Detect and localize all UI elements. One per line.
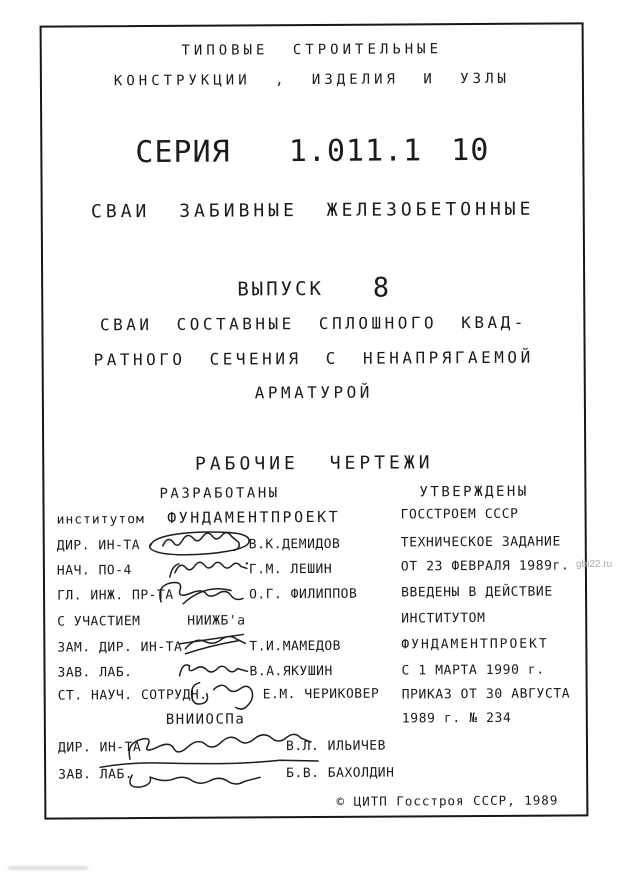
approved-line: ВВЕДЕНЫ В ДЕЙСТВИЕ xyxy=(401,584,553,601)
vniiosp-org: ВНИИОСПа xyxy=(165,711,246,728)
developed-header: РАЗРАБОТАНЫ xyxy=(159,485,280,502)
signatory-name: В.К.ДЕМИДОВ xyxy=(248,536,341,553)
signatory-name: Е.М. ЧЕРИКОВЕР xyxy=(262,686,380,703)
developed-org-name: ФУНДАМЕНТПРОЕКТ xyxy=(167,507,341,527)
signatory-role: СТ. НАУЧ. СОТРУДН. xyxy=(57,687,208,704)
signature-leshin xyxy=(167,554,251,579)
signatory-role: ЗАВ. ЛАБ. xyxy=(57,665,133,681)
issue-number: 8 xyxy=(372,272,390,304)
approved-line: ГОССТРОЕМ СССР xyxy=(400,506,519,523)
issue-title xyxy=(43,271,583,305)
signatory-name: В.А.ЯКУШИН xyxy=(249,663,333,680)
site-watermark: gbi22.ru xyxy=(576,559,613,570)
participation-row xyxy=(57,613,246,633)
signatory-row xyxy=(57,663,333,683)
document-border-frame xyxy=(40,22,589,819)
developed-org-row xyxy=(57,508,341,528)
approved-line: ПРИКАЗ ОТ 30 АВГУСТА xyxy=(401,686,571,703)
signatory-role: ДИР. ИН-ТА xyxy=(56,538,141,554)
signatory-role: ГЛ. ИНЖ. ПР-ТА xyxy=(57,587,174,604)
doc-subtitle: СВАИ ЗАБИВНЫЕ ЖЕЛЕЗОБЕТОННЫЕ xyxy=(90,198,535,223)
signature-mamedov xyxy=(175,628,253,656)
approved-line: ИНСТИТУТОМ xyxy=(401,610,486,627)
signatory-row xyxy=(57,638,342,659)
signatory-role: ЗАВ. ЛАБ. xyxy=(58,767,134,783)
approved-line: С 1 МАРТА 1990 г. xyxy=(401,662,545,679)
issue-label: ВЫПУСК xyxy=(237,277,324,301)
signature-yakushin xyxy=(175,655,249,677)
signatory-name: Т.И.МАМЕДОВ xyxy=(249,638,342,655)
signatory-row xyxy=(56,536,341,557)
approved-line: ТЕХНИЧЕСКОЕ ЗАДАНИЕ xyxy=(400,534,561,551)
series-label: СЕРИЯ xyxy=(135,134,231,171)
participation-org: НИИЖБ'а xyxy=(187,613,246,629)
approved-line: 1989 г. № 234 xyxy=(401,710,512,727)
signature-cherikover xyxy=(186,676,256,712)
issue-desc-line3: АРМАТУРОЙ xyxy=(254,382,373,403)
signatory-role: НАЧ. ПО-4 xyxy=(56,563,132,579)
signature-bakholdin xyxy=(98,756,320,789)
signatory-name: О.Г. ФИЛИППОВ xyxy=(249,586,358,603)
approved-line: ФУНДАМЕНТПРОЕКТ xyxy=(401,636,549,653)
copyright-notice: © ЦИТП Госстроя СССР, 1989 xyxy=(336,792,559,809)
participation-label: С УЧАСТИЕМ xyxy=(57,614,141,630)
signatory-row xyxy=(56,561,333,581)
series-title xyxy=(42,132,582,170)
approved-header: УТВЕРЖДЕНЫ xyxy=(419,483,529,501)
doc-header-line1: ТИПОВЫЕ СТРОИТЕЛЬНЫЕ xyxy=(181,41,443,59)
signature-filippov xyxy=(149,577,247,608)
developed-org-prefix: институтом xyxy=(56,512,145,528)
doc-header-line2: КОНСТРУКЦИИ , ИЗДЕЛИЯ И УЗЛЫ xyxy=(113,70,510,90)
signatory-name: Б.В. БАХОЛДИН xyxy=(286,765,395,782)
issue-desc-line2: РАТНОГО СЕЧЕНИЯ С НЕНАПРЯГАЕМОЙ xyxy=(93,347,534,370)
faint-corner-watermark xyxy=(8,866,88,870)
series-number: 1.011.1 10 xyxy=(288,132,490,170)
signatory-name: В.Л. ИЛЬИЧЕВ xyxy=(285,738,386,755)
signatory-name: Г.М. ЛЕШИН xyxy=(248,561,333,578)
issue-desc-line1: СВАИ СОСТАВНЫЕ СПЛОШНОГО КВАД- xyxy=(99,312,527,335)
signatory-role: ДИР. ИН-ТА xyxy=(57,740,142,756)
signatory-role: ЗАМ. ДИР. ИН-ТА xyxy=(57,639,183,656)
approved-line: ОТ 23 ФЕВРАЛЯ 1989г. xyxy=(400,558,570,575)
drawings-title: РАБОЧИЕ ЧЕРТЕЖИ xyxy=(194,452,434,475)
